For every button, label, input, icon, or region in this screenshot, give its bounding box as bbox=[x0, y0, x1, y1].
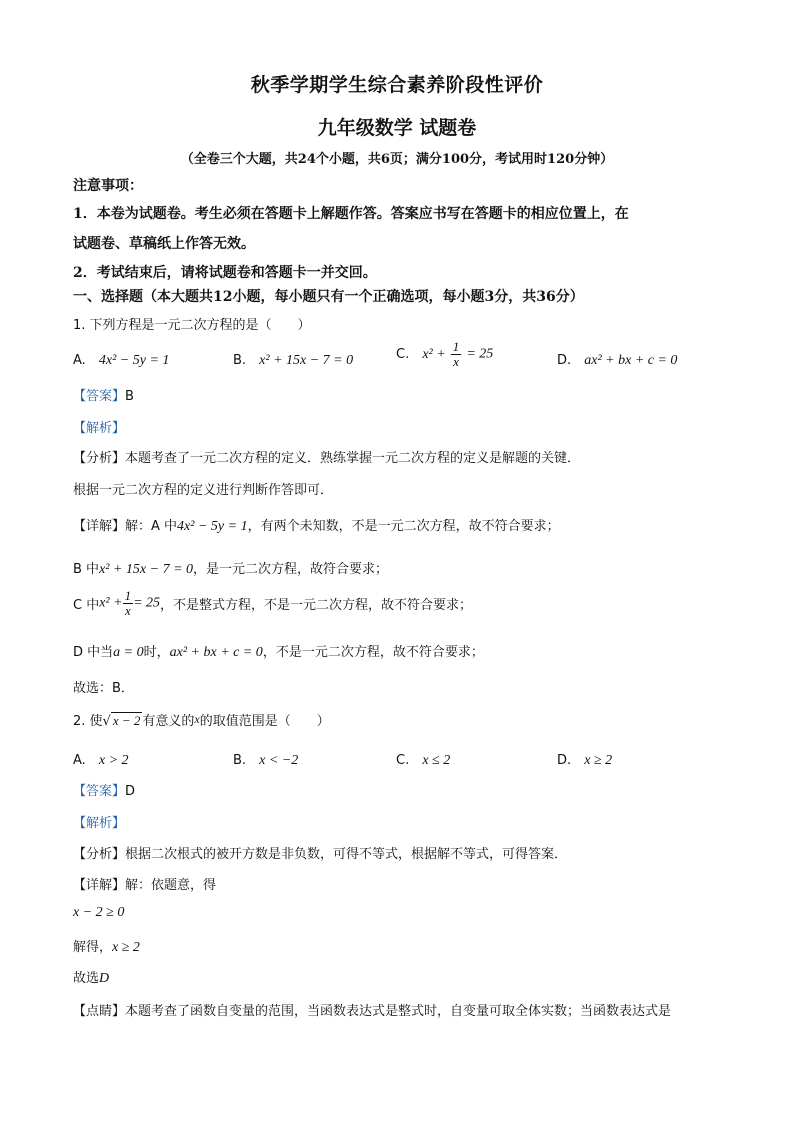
detail-tag: 【详解】 bbox=[73, 519, 126, 534]
q1-detail-c-math-pre: x² + bbox=[99, 595, 123, 611]
q1-detail-d-math-2: ax² + bx + c = 0 bbox=[169, 645, 263, 660]
q1-option-c-label: C. bbox=[396, 347, 410, 362]
q1-answer bbox=[73, 385, 134, 404]
q1-option-c-suffix: = 25 bbox=[466, 346, 494, 362]
fenxi-tag: 【分析】 bbox=[73, 451, 126, 466]
q1-detail-b bbox=[73, 558, 388, 578]
q1-fenxi bbox=[73, 447, 580, 466]
q1-detail-b-post: ，是一元二次方程，故符合要求； bbox=[193, 562, 389, 577]
q2-fenxi-text: 根据二次根式的被开方数是非负数，可得不等式，根据解不等式，可得答案． bbox=[125, 847, 568, 862]
q1-detail-c-fraction bbox=[123, 589, 134, 618]
q1-detail-c-pre: C 中 bbox=[73, 598, 100, 613]
q2-stem bbox=[73, 710, 330, 729]
q2-option-a bbox=[73, 749, 129, 769]
q2-step-2-pre: 解得， bbox=[73, 940, 113, 955]
q2-option-d-label: D. bbox=[557, 753, 572, 768]
fraction-denominator: x bbox=[124, 603, 131, 618]
fraction-denominator: x bbox=[453, 354, 459, 369]
q1-detail-b-pre: B 中 bbox=[73, 562, 100, 577]
q1-stem: 1. 下列方程是一元二次方程的是（ ） bbox=[73, 318, 311, 333]
q1-detail-d-pre: D 中当 bbox=[73, 645, 114, 660]
q1-fenxi-2: 根据一元二次方程的定义进行判断作答即可． bbox=[73, 483, 334, 498]
exam-info: （全卷三个大题，共24个小题，共6页；满分100分，考试用时120分钟） bbox=[180, 152, 614, 167]
q2-stem-sqrt: x − 2 bbox=[112, 713, 141, 728]
q1-option-a bbox=[73, 349, 169, 369]
exam-title: 秋季学期学生综合素养阶段性评价 bbox=[250, 74, 544, 96]
q2-conclusion-pre: 故选 bbox=[73, 971, 100, 986]
q1-option-c bbox=[396, 340, 493, 369]
q2-dianjing-text: 本题考查了函数自变量的范围，当函数表达式是整式时，自变量可取全体实数；当函数表达式是 bbox=[125, 1004, 672, 1019]
fenxi-tag: 【分析】 bbox=[73, 847, 126, 862]
q1-detail-d-math-1: a = 0 bbox=[113, 645, 144, 660]
q2-detail bbox=[73, 874, 216, 893]
q2-option-a-label: A. bbox=[73, 753, 86, 768]
q1-option-b-math: x² + 15x − 7 = 0 bbox=[259, 353, 354, 368]
q2-option-c-label: C. bbox=[396, 753, 410, 768]
note-1-line-1: 1．本卷为试题卷。考生必须在答题卡上解题作答。答案应书写在答题卡的相应位置上，在 bbox=[73, 206, 629, 222]
q2-step-2 bbox=[73, 936, 140, 956]
section-1-heading: 一、选择题（本大题共12小题，每小题只有一个正确选项，每小题3分，共36分） bbox=[73, 289, 584, 305]
q2-conclusion bbox=[73, 967, 109, 987]
q1-option-a-math: 4x² − 5y = 1 bbox=[98, 353, 170, 368]
q2-option-b-label: B. bbox=[233, 753, 247, 768]
q1-option-a-label: A. bbox=[73, 353, 86, 368]
q1-option-b-label: B. bbox=[233, 353, 247, 368]
fraction-numerator: 1 bbox=[124, 588, 132, 603]
q1-detail-b-math: x² + 15x − 7 = 0 bbox=[99, 562, 194, 577]
q2-option-d-math: x ≥ 2 bbox=[584, 753, 613, 768]
q1-option-b bbox=[233, 349, 353, 369]
q2-answer bbox=[73, 780, 135, 799]
q1-fenxi-text: 本题考查了一元二次方程的定义．熟练掌握一元二次方程的定义是解题的关键． bbox=[125, 451, 581, 466]
q2-option-b-math: x < −2 bbox=[259, 753, 299, 768]
notes-heading: 注意事项： bbox=[73, 178, 143, 194]
q1-option-c-fraction bbox=[451, 340, 462, 369]
q2-step-1: x − 2 ≥ 0 bbox=[73, 905, 125, 920]
q1-detail-c-post: ，不是整式方程，不是一元二次方程，故不符合要求； bbox=[160, 598, 473, 613]
q1-option-d-label: D. bbox=[557, 353, 572, 368]
answer-tag: 【答案】 bbox=[73, 389, 126, 404]
note-2: 2．考试结束后，请将试题卷和答题卡一并交回。 bbox=[73, 265, 377, 281]
dianjing-tag: 【点睛】 bbox=[73, 1004, 126, 1019]
q2-stem-mid: 有意义的 bbox=[142, 714, 195, 729]
q2-option-a-math: x > 2 bbox=[98, 753, 129, 768]
q1-option-c-prefix: x² + bbox=[422, 346, 446, 362]
q2-option-c bbox=[396, 749, 450, 769]
q2-conclusion-math: D bbox=[99, 971, 110, 986]
q1-analysis-tag: 【解析】 bbox=[73, 421, 126, 436]
q2-dianjing bbox=[73, 1000, 671, 1019]
q2-option-c-math: x ≤ 2 bbox=[422, 753, 451, 768]
q1-answer-value: B bbox=[125, 389, 134, 404]
q2-answer-value: D bbox=[125, 784, 136, 799]
answer-tag: 【答案】 bbox=[73, 784, 126, 799]
q1-detail-d-post: ，不是一元二次方程，故不符合要求； bbox=[262, 645, 484, 660]
note-1-line-2: 试题卷、草稿纸上作答无效。 bbox=[73, 236, 255, 252]
q1-detail-c bbox=[73, 589, 472, 618]
q1-conclusion: 故选：B． bbox=[73, 681, 134, 696]
q1-detail-a-pre: 解：A 中 bbox=[125, 519, 178, 534]
q2-stem-pre: 2. 使 bbox=[73, 714, 103, 729]
q1-detail-a-post: ，有两个未知数，不是一元二次方程，故不符合要求； bbox=[247, 519, 560, 534]
q1-option-d-math: ax² + bx + c = 0 bbox=[584, 353, 678, 368]
q2-stem-var: x bbox=[194, 712, 200, 726]
q2-detail-text: 解：依题意，得 bbox=[125, 878, 217, 893]
exam-subtitle: 九年级数学 试题卷 bbox=[317, 117, 477, 139]
detail-tag: 【详解】 bbox=[73, 878, 126, 893]
q2-analysis-tag: 【解析】 bbox=[73, 816, 126, 831]
q1-option-d bbox=[557, 349, 677, 369]
q1-detail-a-math: 4x² − 5y = 1 bbox=[177, 519, 248, 534]
q2-stem-post: 的取值范围是（ ） bbox=[199, 714, 330, 729]
q2-option-b bbox=[233, 749, 298, 769]
q1-detail-c-math-post: = 25 bbox=[133, 595, 161, 611]
q2-step-2-math: x ≥ 2 bbox=[112, 940, 140, 955]
q1-detail-d bbox=[73, 641, 484, 661]
q2-option-d bbox=[557, 749, 612, 769]
fraction-numerator: 1 bbox=[452, 339, 460, 354]
q2-fenxi bbox=[73, 843, 567, 862]
q1-detail-d-mid: 时， bbox=[143, 645, 170, 660]
q1-detail-a bbox=[73, 515, 560, 535]
sqrt-sign: √ bbox=[102, 714, 111, 729]
